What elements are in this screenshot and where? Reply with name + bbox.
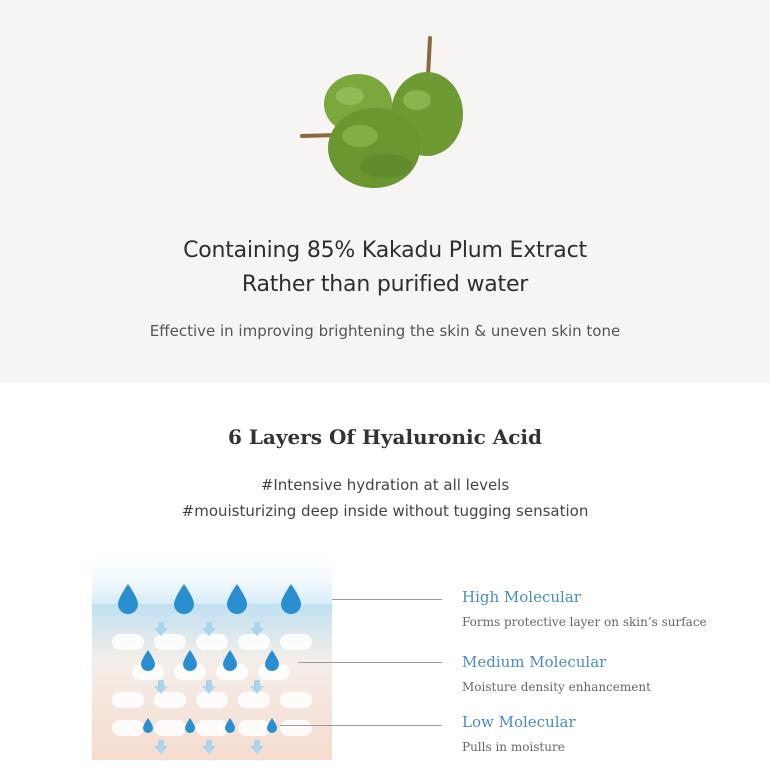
kakadu-plum-image: [290, 28, 480, 198]
layer-desc-high: Forms protective layer on skin’s surface: [462, 615, 707, 629]
hashtag-line-2: #mouisturizing deep inside without tugging sensation: [181, 502, 589, 520]
section-title: 6 Layers Of Hyaluronic Acid: [227, 425, 543, 449]
medium-molecular-leader-line: [298, 662, 442, 663]
layer-name-medium: Medium Molecular: [462, 653, 607, 671]
headline-line-1: Containing 85% Kakadu Plum Extract: [183, 238, 587, 263]
layer-name-high: High Molecular: [462, 588, 581, 606]
layer-name-low: Low Molecular: [462, 713, 576, 731]
headline-line-2: Rather than purified water: [241, 272, 529, 297]
hashtag-line-1: #Intensive hydration at all levels: [260, 476, 510, 494]
layer-desc-medium: Moisture density enhancement: [462, 680, 651, 694]
molecular-layers-diagram: [92, 548, 332, 760]
hero-subtitle: Effective in improving brightening the skin & uneven skin tone: [149, 322, 621, 340]
high-molecular-leader-line: [332, 599, 442, 600]
layer-desc-low: Pulls in moisture: [462, 740, 565, 754]
low-molecular-leader-line: [280, 725, 442, 726]
